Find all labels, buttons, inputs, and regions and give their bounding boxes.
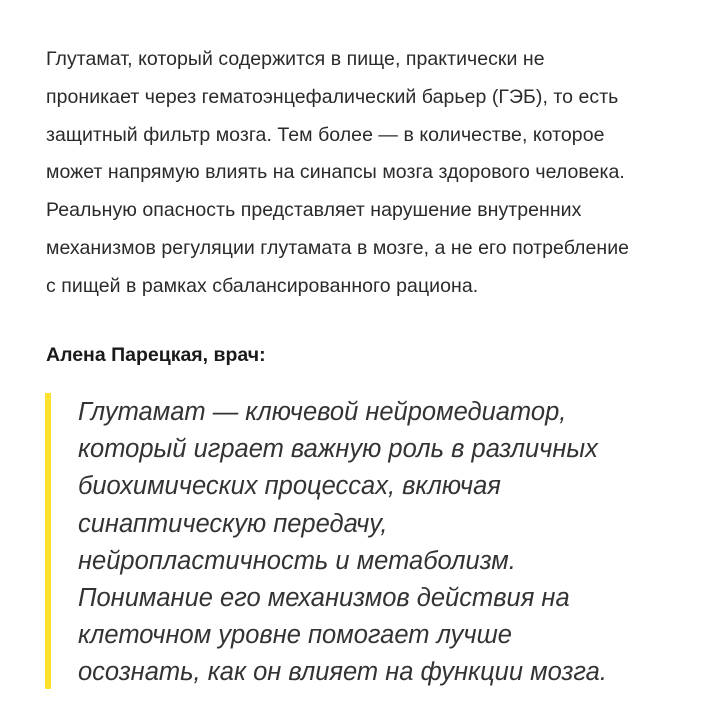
- quote-line: Глутамат — ключевой нейромедиатор,: [78, 398, 567, 426]
- quote-line: биохимических процессах, включая: [78, 472, 501, 501]
- paragraph-line: может напрямую влиять на синапсы мозга здорового человека.: [46, 161, 625, 184]
- quote-author: Алена Парецкая, врач:: [46, 344, 266, 366]
- quote-text: [78, 394, 698, 692]
- quote-accent-bar: [45, 393, 51, 689]
- paragraph-line: защитный фильтр мозга. Тем более — в количестве, которое: [46, 123, 605, 146]
- paragraph-line: механизмов регуляции глутамата в мозге, а не его потребление: [46, 236, 630, 259]
- quote-line: Понимание его механизмов действия на: [78, 584, 570, 613]
- paragraph-line: проникает через гематоэнцефалический барьер (ГЭБ), то есть: [46, 85, 619, 108]
- paragraph-line: с пищей в рамках сбалансированного рациона.: [46, 274, 479, 297]
- article-paragraph: [46, 41, 706, 306]
- quote-line: осознать, как он влияет на функции мозга.: [78, 658, 607, 687]
- paragraph-line: Реальную опасность представляет нарушение внутренних: [46, 199, 582, 222]
- quote-line: нейропластичность и метаболизм.: [78, 546, 516, 575]
- expert-quote: [45, 393, 705, 689]
- paragraph-line: Глутамат, который содержится в пище, практически не: [46, 48, 545, 70]
- quote-line: синаптическую передачу,: [78, 509, 388, 538]
- quote-line: который играет важную роль в различных: [78, 435, 598, 464]
- quote-line: клеточном уровне помогает лучше: [78, 621, 512, 650]
